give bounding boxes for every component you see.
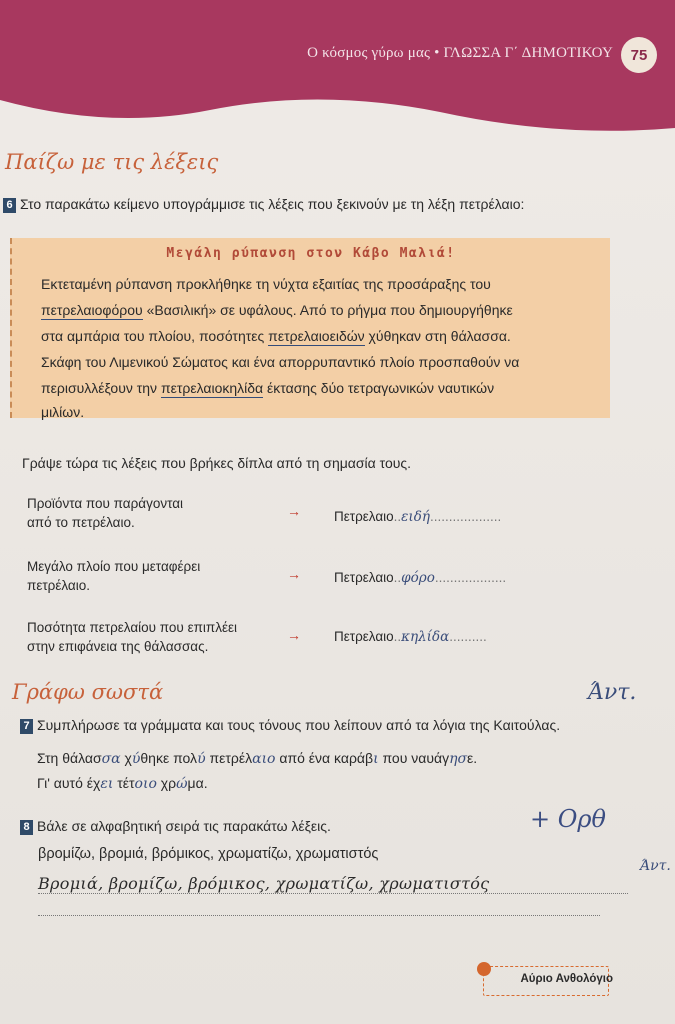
meaning-1: Προϊόντα που παράγονται από το πετρέλαιο. <box>27 496 184 530</box>
answer-2[interactable]: Πετρελαιο..φόρο................... <box>334 570 507 586</box>
alphabetical-answer[interactable]: Βρομιά, βρομίζω, βρόμικος, χρωματίζω, χρωματιστός <box>38 874 628 894</box>
arrow-2: → <box>287 566 301 582</box>
exercise-7-number: 7 <box>20 719 33 734</box>
footer-dot-icon <box>477 962 491 976</box>
underlined-word-2: πετρελαιοειδών <box>268 328 365 344</box>
meaning-3: Ποσότητα πετρελαίου που επιπλέει στην επιφάνεια της θάλασσας. <box>27 620 237 654</box>
article-box <box>10 238 610 418</box>
exercise-6-text: Στο παρακάτω κείμενο υπογράμμισε τις λέξεις που ξεκινούν με τη λέξη πετρέλαιο: <box>20 196 525 212</box>
fill-2[interactable]: ύ <box>131 751 141 767</box>
fill-1[interactable]: σα <box>101 751 121 767</box>
exercise-8-number: 8 <box>20 820 33 835</box>
fill-5[interactable]: ι <box>373 751 379 767</box>
article-line-6: μιλίων. <box>41 404 85 420</box>
section-title-play-with-words: Παίζω με τις λέξεις <box>5 150 219 174</box>
fill-8[interactable]: οιο <box>134 776 157 792</box>
write-instruction: Γράψε τώρα τις λέξεις που βρήκες δίπλα από τη σημασία τους. <box>22 455 412 471</box>
article-line-2: πετρελαιοφόρου «Βασιλική» σε υφάλους. Από το ρήγμα που δημιουργήθηκε <box>41 302 513 318</box>
answer-1[interactable]: Πετρελαιο..ειδή................... <box>334 509 502 525</box>
article-line-5: περισυλλέξουν την πετρελαιοκηλίδα έκτασης δύο τετραγωνικών ναυτικών <box>41 380 495 396</box>
section-title-write-correctly: Γράφω σωστά <box>12 680 164 704</box>
fill-6[interactable]: ησ <box>449 751 468 767</box>
exercise-6-instruction <box>3 196 524 213</box>
fill-3[interactable]: ύ <box>197 751 206 767</box>
header-band <box>0 0 675 150</box>
fill-4[interactable]: αιο <box>252 751 276 767</box>
handwritten-answer-1: ειδή <box>401 509 430 525</box>
meaning-2: Μεγάλο πλοίο που μεταφέρει πετρέλαιο. <box>27 559 201 593</box>
fill-7[interactable]: ει <box>100 776 114 792</box>
exercise-7-line-1: Στη θάλασσα χύθηκε πολύ πετρέλαιο από ένα καράβι που ναυάγησε. <box>37 750 478 767</box>
words-to-sort: βρομίζω, βρομιά, βρόμικος, χρωματίζω, χρωματιστός <box>38 846 379 862</box>
page-number: 75 <box>621 37 657 73</box>
exercise-7-line-2: Γι' αυτό έχει τέτοιο χρώμα. <box>37 775 208 792</box>
article-line-4: Σκάφη του Λιμενικού Σώματος και ένα απορρυπαντικό πλοίο προσπαθούν να <box>41 354 520 370</box>
footer-label: Αύριο Ανθολόγιο <box>520 973 613 985</box>
header-title: Ο κόσμος γύρω μας • ΓΛΩΣΣΑ Γ΄ ΔΗΜΟΤΙΚΟΥ <box>307 45 613 61</box>
arrow-3: → <box>287 627 301 643</box>
teacher-note-7: Άντ. <box>588 680 637 705</box>
handwritten-answer-2: φόρο <box>401 570 435 586</box>
fill-9[interactable]: ώ <box>176 776 188 792</box>
empty-answer-line[interactable] <box>38 915 600 916</box>
exercise-8-instruction: 8 Βάλε σε αλφαβητική σειρά τις παρακάτω λέξεις. <box>20 818 331 835</box>
article-line-1: Εκτεταμένη ρύπανση προκλήθηκε τη νύχτα εξαιτίας της προσάραξης του <box>41 276 491 292</box>
underlined-word-3: πετρελαιοκηλίδα <box>160 380 264 396</box>
article-line-3: στα αμπάρια του πλοίου, ποσότητες πετρελαιοειδών χύθηκαν στη θάλασσα. <box>41 328 511 344</box>
teacher-note-8: Άντ. <box>640 858 671 874</box>
exercise-6-number: 6 <box>3 198 16 213</box>
underlined-word-1: πετρελαιοφόρου <box>41 302 143 318</box>
answer-3[interactable]: Πετρελαιο..κηλίδα.......... <box>334 629 487 645</box>
handwritten-answer-3: κηλίδα <box>401 629 450 645</box>
arrow-1: → <box>287 503 301 519</box>
article-title: Μεγάλη ρύπανση στον Κάβο Μαλιά! <box>166 246 456 261</box>
grade-mark: + Ορθ <box>530 805 606 833</box>
exercise-7-instruction: 7 Συμπλήρωσε τα γράμματα και τους τόνους που λείπουν από τα λόγια της Καιτούλας. <box>20 717 560 734</box>
